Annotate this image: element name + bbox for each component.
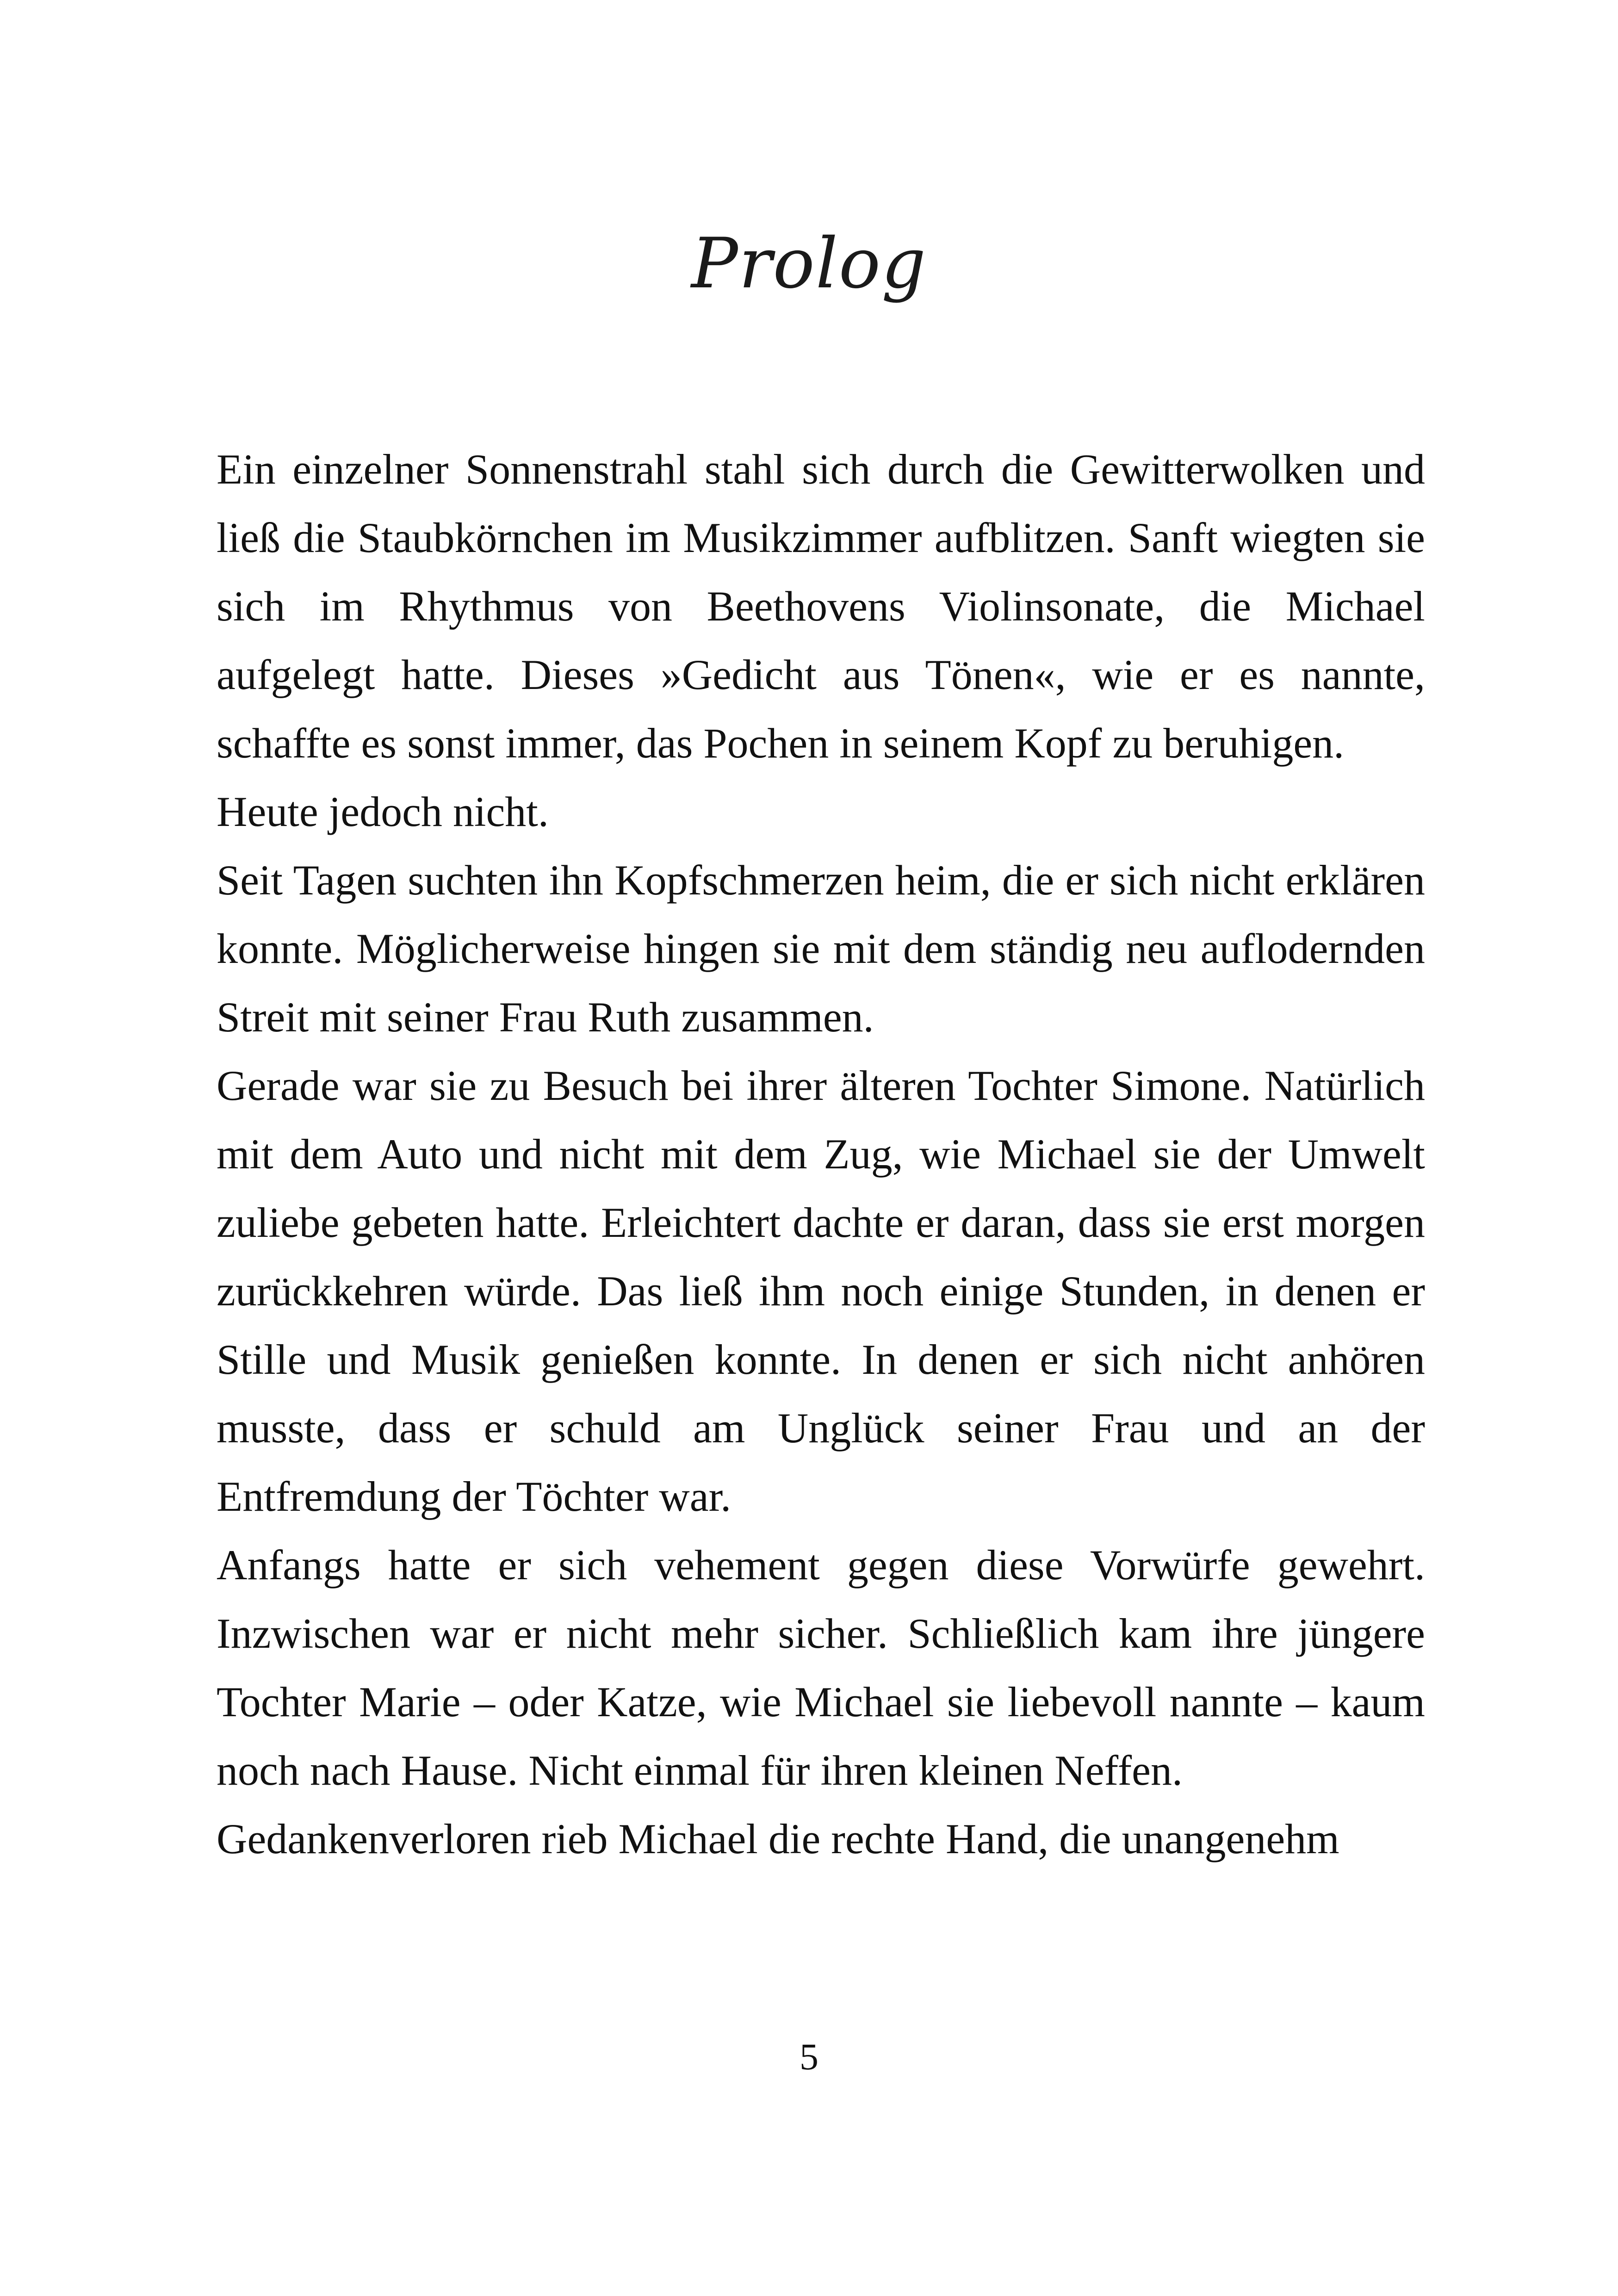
- paragraph: Ein einzelner Sonnenstrahl stahl sich durch die Gewitterwolken und ließ die Staubkörnchen im Musikzimmer aufblitzen. Sanft wiegten sie sich im Rhythmus von Beethovens Violinsonate, die Michael aufgelegt hatte. Dieses »Gedicht aus Tönen«, wie er es nannte, schaffte es sonst immer, das Pochen in seinem Kopf zu beruhigen.: [217, 446, 1425, 767]
- body-text: [217, 435, 1425, 1873]
- page-number: 5: [800, 2035, 818, 2078]
- paragraph: Anfangs hatte er sich vehement gegen diese Vorwürfe gewehrt. Inzwischen war er nicht mehr sicher. Schließlich kam ihre jüngere Tochter Marie – oder Katze, wie Michael sie liebevoll nannte – kaum noch nach Hause. Nicht einmal für ihren kleinen Neffen.: [217, 1541, 1425, 1794]
- paragraph: Heute jedoch nicht.: [217, 788, 549, 835]
- paragraph: Gedankenverloren rieb Michael die rechte Hand, die unangenehm: [217, 1815, 1339, 1862]
- paragraph: Gerade war sie zu Besuch bei ihrer älteren Tochter Simone. Natürlich mit dem Auto und nicht mit dem Zug, wie Michael sie der Umwelt zuliebe gebeten hatte. Erleichtert dachte er daran, dass sie erst morgen zurückkehren würde. Das ließ ihm noch einige Stunden, in denen er Stille und Musik genießen konnte. In denen er sich nicht anhören musste, dass er schuld am Unglück seiner Frau und an der Entfremdung der Töchter war.: [217, 1062, 1425, 1520]
- chapter-title: Prolog: [691, 223, 927, 304]
- paragraph: Seit Tagen suchten ihn Kopfschmerzen heim, die er sich nicht erklären konnte. Möglicherweise hingen sie mit dem ständig neu auflodernden Streit mit seiner Frau Ruth zusammen.: [217, 856, 1425, 1041]
